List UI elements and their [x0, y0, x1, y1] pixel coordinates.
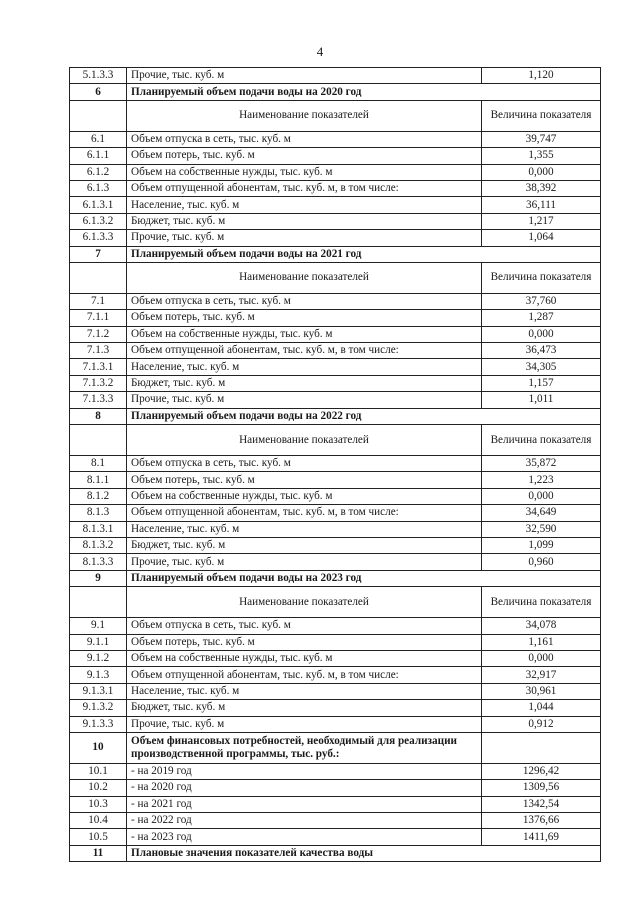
- row-name: Объем отпуска в сеть, тыс. куб. м: [127, 293, 482, 309]
- row-number: 10.1: [70, 763, 127, 779]
- row-number: 7.1.2: [70, 326, 127, 342]
- row-number: 9.1.2: [70, 650, 127, 666]
- section-title: Планируемый объем подачи воды на 2020 год: [127, 84, 601, 100]
- row-number: 9.1.3.1: [70, 683, 127, 699]
- table-row: [70, 763, 601, 779]
- table-row: [70, 716, 601, 732]
- section-number: 8: [70, 408, 127, 424]
- table-row: [70, 780, 601, 796]
- row-value: 1342,54: [482, 796, 601, 812]
- table-row: [70, 375, 601, 391]
- column-header-row: [70, 425, 601, 456]
- row-value: 1,011: [482, 392, 601, 408]
- row-name: - на 2022 год: [127, 813, 482, 829]
- section-header-row: [70, 845, 601, 861]
- section-title: Планируемый объем подачи воды на 2022 год: [127, 408, 601, 424]
- row-number: 7.1.1: [70, 310, 127, 326]
- empty-cell: [70, 100, 127, 131]
- row-number: 6.1.3.1: [70, 197, 127, 213]
- section-number: 7: [70, 246, 127, 262]
- table-row: [70, 505, 601, 521]
- table-row: [70, 326, 601, 342]
- row-number: 8.1.3.2: [70, 537, 127, 553]
- row-number: 10.2: [70, 780, 127, 796]
- row-name: Объем отпущенной абонентам, тыс. куб. м, в том числе:: [127, 505, 482, 521]
- row-number: 6.1.3: [70, 180, 127, 196]
- row-value: 1376,66: [482, 813, 601, 829]
- row-value: 1411,69: [482, 829, 601, 845]
- row-number: 7.1.3.3: [70, 392, 127, 408]
- row-number: 8.1.3.1: [70, 521, 127, 537]
- section-header-row: [70, 84, 601, 100]
- table-row: [70, 359, 601, 375]
- row-number: 6.1.3.3: [70, 230, 127, 246]
- row-number: 9.1: [70, 618, 127, 634]
- row-value: 35,872: [482, 456, 601, 472]
- row-value: 38,392: [482, 180, 601, 196]
- section-title: Планируемый объем подачи воды на 2023 год: [127, 570, 601, 586]
- table-row: [70, 667, 601, 683]
- row-name: - на 2020 год: [127, 780, 482, 796]
- row-name: Объем отпущенной абонентам, тыс. куб. м, в том числе:: [127, 180, 482, 196]
- row-number: 9.1.3.3: [70, 716, 127, 732]
- row-value: 0,000: [482, 164, 601, 180]
- row-name: - на 2021 год: [127, 796, 482, 812]
- row-number: 7.1.3.1: [70, 359, 127, 375]
- row-value: 32,590: [482, 521, 601, 537]
- indicators-table-body: [70, 68, 601, 862]
- row-name: Прочие, тыс. куб. м: [127, 554, 482, 570]
- table-row: [70, 230, 601, 246]
- row-number: 9.1.3.2: [70, 700, 127, 716]
- table-row: [70, 343, 601, 359]
- row-name: Прочие, тыс. куб. м: [127, 392, 482, 408]
- row-name: Население, тыс. куб. м: [127, 359, 482, 375]
- table-row: [70, 68, 601, 84]
- column-header-name: Наименование показателей: [127, 587, 482, 618]
- row-name: Бюджет, тыс. куб. м: [127, 700, 482, 716]
- table-row: [70, 618, 601, 634]
- row-name: Объем отпуска в сеть, тыс. куб. м: [127, 618, 482, 634]
- row-number: 9.1.1: [70, 634, 127, 650]
- table-row: [70, 700, 601, 716]
- row-name: Прочие, тыс. куб. м: [127, 68, 482, 84]
- table-row: [70, 521, 601, 537]
- row-value: 1,223: [482, 472, 601, 488]
- row-value: 1,099: [482, 537, 601, 553]
- row-name: Объем отпуска в сеть, тыс. куб. м: [127, 131, 482, 147]
- row-value: 34,305: [482, 359, 601, 375]
- empty-cell: [70, 425, 127, 456]
- section-header-row: [70, 570, 601, 586]
- table-row: [70, 813, 601, 829]
- table-row: [70, 554, 601, 570]
- row-number: 8.1.1: [70, 472, 127, 488]
- row-value: 0,912: [482, 716, 601, 732]
- row-number: 8.1.3.3: [70, 554, 127, 570]
- section-header-row: [70, 246, 601, 262]
- column-header-value: Величина показателя: [482, 100, 601, 131]
- row-number: 7.1.3: [70, 343, 127, 359]
- row-value: 0,000: [482, 488, 601, 504]
- column-header-row: [70, 262, 601, 293]
- row-name: - на 2019 год: [127, 763, 482, 779]
- row-value: 1309,56: [482, 780, 601, 796]
- row-name: Объем на собственные нужды, тыс. куб. м: [127, 488, 482, 504]
- row-name: Прочие, тыс. куб. м: [127, 716, 482, 732]
- row-value: [482, 732, 601, 763]
- row-value: 34,078: [482, 618, 601, 634]
- table-row: [70, 293, 601, 309]
- row-value: 0,000: [482, 650, 601, 666]
- row-value: 30,961: [482, 683, 601, 699]
- row-name: Объем потерь, тыс. куб. м: [127, 634, 482, 650]
- row-number: 6.1.3.2: [70, 213, 127, 229]
- column-header-name: Наименование показателей: [127, 262, 482, 293]
- row-name: Население, тыс. куб. м: [127, 197, 482, 213]
- row-number: 6.1.2: [70, 164, 127, 180]
- indicators-table: [69, 67, 601, 862]
- row-number: 7.1.3.2: [70, 375, 127, 391]
- row-value: 1,161: [482, 634, 601, 650]
- row-number: 6.1: [70, 131, 127, 147]
- table-row: [70, 180, 601, 196]
- table-row: [70, 131, 601, 147]
- section-header-row: [70, 732, 601, 763]
- column-header-value: Величина показателя: [482, 262, 601, 293]
- row-value: 1296,42: [482, 763, 601, 779]
- row-number: 10.5: [70, 829, 127, 845]
- section-title: Плановые значения показателей качества воды: [127, 845, 601, 861]
- table-row: [70, 650, 601, 666]
- empty-cell: [70, 587, 127, 618]
- row-value: 1,157: [482, 375, 601, 391]
- table-row: [70, 392, 601, 408]
- table-row: [70, 148, 601, 164]
- row-number: 5.1.3.3: [70, 68, 127, 84]
- column-header-row: [70, 587, 601, 618]
- row-name: Объем отпуска в сеть, тыс. куб. м: [127, 456, 482, 472]
- section-number: 11: [70, 845, 127, 861]
- row-number: 10.3: [70, 796, 127, 812]
- row-name: Объем потерь, тыс. куб. м: [127, 310, 482, 326]
- row-value: 1,044: [482, 700, 601, 716]
- table-row: [70, 213, 601, 229]
- table-row: [70, 683, 601, 699]
- section-number: 6: [70, 84, 127, 100]
- row-value: 1,287: [482, 310, 601, 326]
- row-name: - на 2023 год: [127, 829, 482, 845]
- row-value: 0,960: [482, 554, 601, 570]
- column-header-name: Наименование показателей: [127, 425, 482, 456]
- column-header-name: Наименование показателей: [127, 100, 482, 131]
- section-number: 9: [70, 570, 127, 586]
- row-value: 36,473: [482, 343, 601, 359]
- column-header-value: Величина показателя: [482, 587, 601, 618]
- row-name: Бюджет, тыс. куб. м: [127, 537, 482, 553]
- section-title: Объем финансовых потребностей, необходимый для реализации производственной программы, тыс. руб.:: [127, 732, 482, 763]
- row-number: 9.1.3: [70, 667, 127, 683]
- row-name: Объем потерь, тыс. куб. м: [127, 472, 482, 488]
- row-name: Объем отпущенной абонентам, тыс. куб. м, в том числе:: [127, 343, 482, 359]
- row-value: 1,064: [482, 230, 601, 246]
- row-name: Население, тыс. куб. м: [127, 683, 482, 699]
- row-value: 1,217: [482, 213, 601, 229]
- row-value: 1,355: [482, 148, 601, 164]
- row-name: Прочие, тыс. куб. м: [127, 230, 482, 246]
- table-row: [70, 472, 601, 488]
- table-row: [70, 164, 601, 180]
- row-name: Объем отпущенной абонентам, тыс. куб. м, в том числе:: [127, 667, 482, 683]
- table-row: [70, 634, 601, 650]
- empty-cell: [70, 262, 127, 293]
- row-name: Объем на собственные нужды, тыс. куб. м: [127, 164, 482, 180]
- table-row: [70, 197, 601, 213]
- row-name: Бюджет, тыс. куб. м: [127, 213, 482, 229]
- section-title: Планируемый объем подачи воды на 2021 год: [127, 246, 601, 262]
- row-number: 6.1.1: [70, 148, 127, 164]
- row-number: 8.1.2: [70, 488, 127, 504]
- table-row: [70, 488, 601, 504]
- section-number: 10: [70, 732, 127, 763]
- row-name: Объем на собственные нужды, тыс. куб. м: [127, 650, 482, 666]
- table-row: [70, 310, 601, 326]
- column-header-row: [70, 100, 601, 131]
- column-header-value: Величина показателя: [482, 425, 601, 456]
- table-row: [70, 537, 601, 553]
- page-number: 4: [316, 44, 324, 59]
- section-header-row: [70, 408, 601, 424]
- row-number: 8.1: [70, 456, 127, 472]
- table-row: [70, 829, 601, 845]
- row-value: 36,111: [482, 197, 601, 213]
- table-row: [70, 456, 601, 472]
- row-name: Население, тыс. куб. м: [127, 521, 482, 537]
- row-name: Объем потерь, тыс. куб. м: [127, 148, 482, 164]
- row-name: Объем на собственные нужды, тыс. куб. м: [127, 326, 482, 342]
- row-value: 0,000: [482, 326, 601, 342]
- row-value: 1,120: [482, 68, 601, 84]
- row-number: 10.4: [70, 813, 127, 829]
- table-row: [70, 796, 601, 812]
- row-number: 8.1.3: [70, 505, 127, 521]
- row-value: 34,649: [482, 505, 601, 521]
- row-value: 39,747: [482, 131, 601, 147]
- row-value: 37,760: [482, 293, 601, 309]
- row-value: 32,917: [482, 667, 601, 683]
- row-name: Бюджет, тыс. куб. м: [127, 375, 482, 391]
- row-number: 7.1: [70, 293, 127, 309]
